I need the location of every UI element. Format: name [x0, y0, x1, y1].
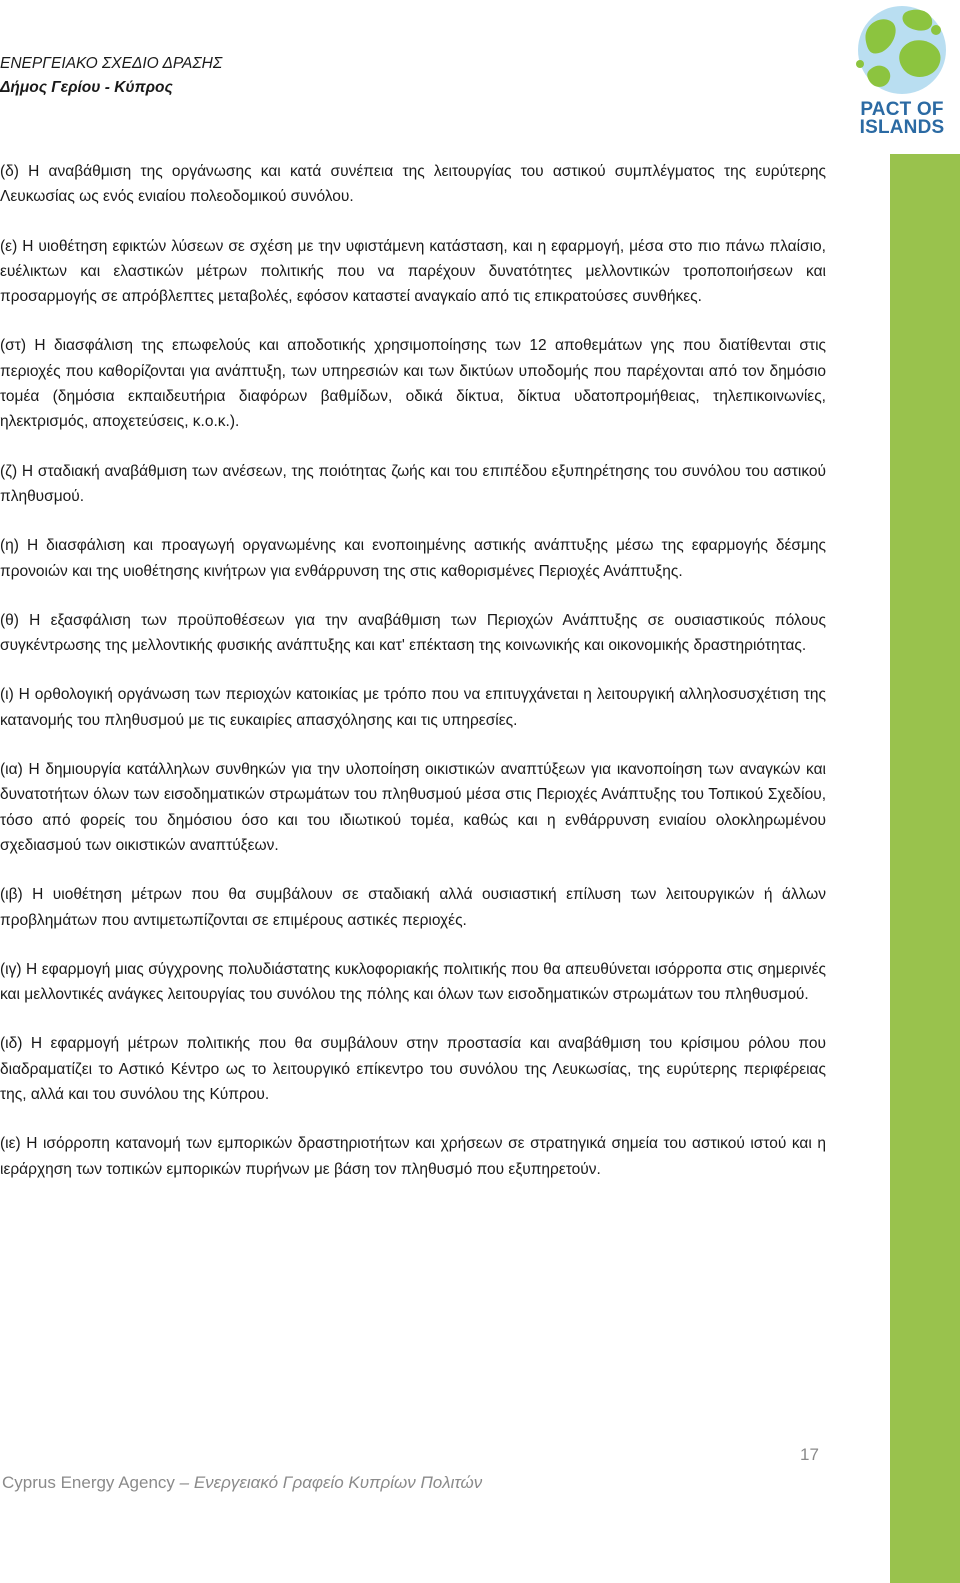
footer-org-greek: Ενεργειακό Γραφείο Κυπρίων Πολιτών: [193, 1473, 483, 1492]
footer-agency: [2, 1473, 482, 1493]
paragraph-th: (θ) Η εξασφάλιση των προϋποθέσεων για την αναβάθμιση των Περιοχών Ανάπτυξης σε ουσιαστικούς πόλους συγκέντρωσης της μελλοντικής φυσικής ανάπτυξης και κατ' επέκταση της κοινωνικής και οικονομικής δραστηριότητας.: [0, 611, 826, 655]
paragraph-e: (ε) Η υιοθέτηση εφικτών λύσεων σε σχέση με την υφιστάμενη κατάσταση, και η εφαρμογή, μέσα στο πιο πάνω πλαίσιο, ευέλικτων και ελαστικών μέτρων πολιτικής που να παρέχουν δυνατότητες μελλοντικών τροποποιήσεων και προσαρμογής σε απρόβλεπτες μεταβολές, εφόσον καταστεί αναγκαίο από τις επικρατούσες συνθήκες.: [0, 237, 826, 306]
paragraph-d: (δ) Η αναβάθμιση της οργάνωσης και κατά συνέπεια της λειτουργίας του αστικού συμπλέγματος της ευρύτερης Λευκωσίας ως ενός ενιαίου πολεοδομικού συνόλου.: [0, 163, 826, 206]
document-body: [0, 159, 826, 1206]
pact-of-islands-logo: [848, 2, 956, 140]
header-title: ΕΝΕΡΓΕΙΑΚΟ ΣΧΕΔΙΟ ΔΡΑΣΗΣ: [0, 55, 223, 72]
paragraph-i: (η) Η διασφάλιση και προαγωγή οργανωμένης και ενοποιημένης αστικής ανάπτυξης μέσω της εφαρμογής δέσμης προνοιών και της υιοθέτησης κινήτρων για ενθάρρυνση της στις καθορισμένες Περιοχές Ανάπτυξης.: [0, 537, 826, 580]
document-header: [0, 52, 222, 100]
footer-org: Cyprus Energy Agency: [2, 1473, 175, 1492]
paragraph-ib: (ιβ) Η υιοθέτηση μέτρων που θα συμβάλουν σε σταδιακή αλλά ουσιαστική επίλυση των λειτουργικών ή άλλων προβλημάτων που αντιμετωπίζονται σε επιμέρους αστικές περιοχές.: [0, 886, 826, 929]
paragraph-st: (στ) Η διασφάλιση της επωφελούς και αποδοτικής χρησιμοποίησης των 12 αποθεμάτων γης που διατίθενται στις περιοχές που καθορίζονται για ανάπτυξη, των υπηρεσιών και των δικτύων υποδομής που παρέχονται από τον δημόσιο τομέα (δημόσια εκπαιδευτήρια διαφόρων βαθμίδων, οδικά δίκτυα, δίκτυα υδατοπρομήθειας, τηλεπικοινωνίες, ηλεκτρισμός, αποχετεύσεις, κ.ο.κ.).: [0, 337, 826, 431]
logo-line-2: ISLANDS: [859, 117, 945, 138]
islands-logo-icon: [848, 2, 956, 102]
page-number: 17: [800, 1445, 819, 1464]
paragraph-ig: (ιγ) Η εφαρμογή μιας σύγχρονης πολυδιάστατης κυκλοφοριακής πολιτικής που θα απευθύνεται ισόρροπα στις σημερινές και μελλοντικές ανάγκες λειτουργίας του συνόλου της πόλης και όλων των εισοδηματικών στρωμάτων του πληθυσμού.: [0, 960, 826, 1004]
header-subtitle: Δήμος Γερίου - Κύπρος: [0, 79, 173, 96]
footer-dash: –: [174, 1473, 194, 1492]
paragraph-id: (ιδ) Η εφαρμογή μέτρων πολιτικής που θα συμβάλουν στην προστασία και αναβάθμιση του κρίσιμου ρόλου που διαδραματίζει το Αστικό Κέντρο ως το λειτουργικό επίκεντρο του συνόλου της Λευκωσίας, της ευρύτερης περιφέρειας της, αλλά και του συνόλου της Κύπρου.: [0, 1035, 826, 1104]
logo-line-1: PACT OF: [860, 99, 944, 120]
paragraph-iota: (ι) Η ορθολογική οργάνωση των περιοχών κατοικίας με τρόπο που να επιτυγχάνεται η λειτουργική αλληλοσυσχέτιση της κατανομής του πληθυσμού με τις ευκαιρίες απασχόλησης και τις υπηρεσίες.: [0, 686, 826, 729]
paragraph-z: (ζ) Η σταδιακή αναβάθμιση των ανέσεων, της ποιότητας ζωής και του επιπέδου εξυπηρέτησης του συνόλου του αστικού πληθυσμού.: [0, 462, 826, 505]
paragraph-ia: (ια) Η δημιουργία κατάλληλων συνθηκών για την υλοποίηση οικιστικών αναπτύξεων για ικανοποίηση των αναγκών και δυνατοτήτων όλων των εισοδηματικών στρωμάτων του πληθυσμού μέσα στις Περιοχές Ανάπτυξης του Τοπικού Σχεδίου, τόσο από φορείς του δημόσιου όσο και του ιδιωτικού τομέα, καθώς και η ενθάρρυνση ενιαίου ολοκληρωμένου σχεδιασμού των οικιστικών αναπτύξεων.: [0, 761, 826, 854]
side-color-bar: [890, 154, 960, 1583]
paragraph-ie: (ιε) Η ισόρροπη κατανομή των εμπορικών δραστηριοτήτων και χρήσεων σε στρατηγικά σημεία του αστικού ιστού και η ιεράρχηση των τοπικών εμπορικών πυρήνων με βάση τον πληθυσμό που εξυπηρετούν.: [0, 1135, 826, 1178]
